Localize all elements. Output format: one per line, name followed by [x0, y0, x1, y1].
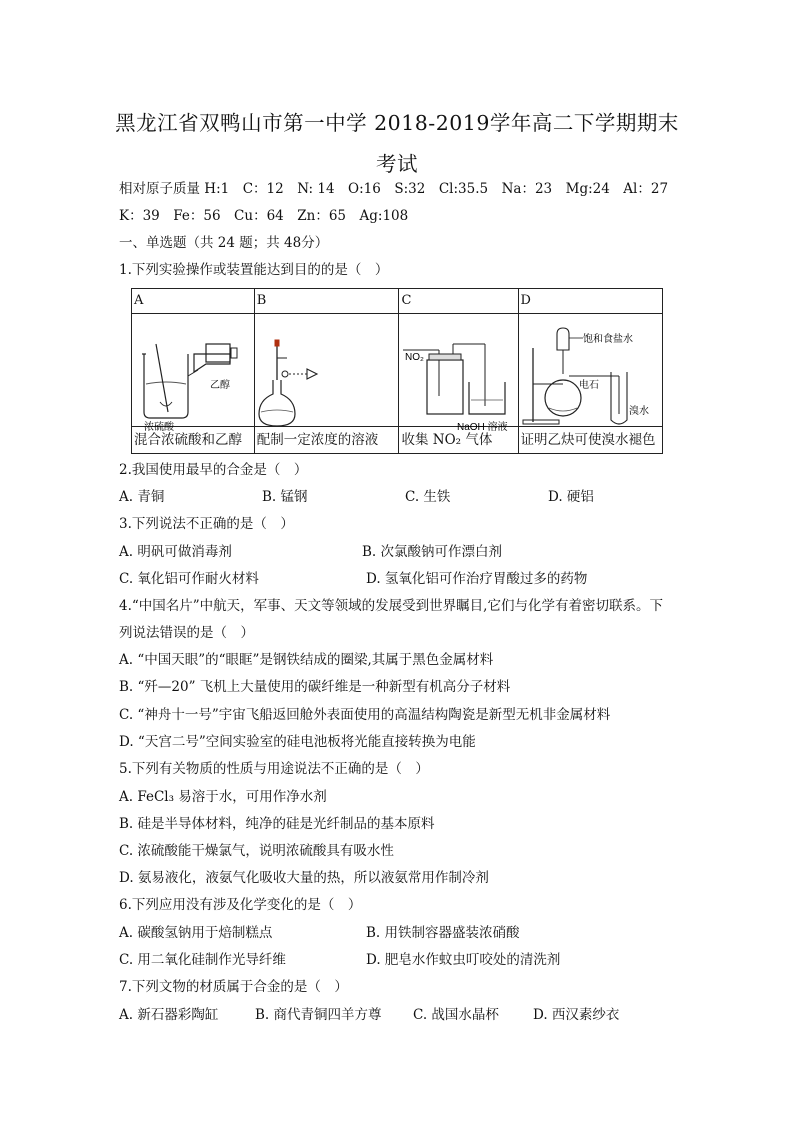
q1-header-b: B — [254, 289, 399, 314]
q1-header-c: C — [399, 289, 518, 314]
q1-header-d: D — [518, 289, 662, 314]
q4-option-a: A. “中国天眼”的“眼眶”是钢铁结成的圈梁,其属于黑色金属材料 — [119, 652, 494, 668]
beaker-pouring-figure — [132, 314, 255, 433]
q7-stem: 7.下列文物的材质属于合金的是（ ） — [119, 979, 348, 995]
q4-option-b: B. “歼—20” 飞机上大量使用的碳纤维是一种新型有机高分子材料 — [119, 679, 511, 695]
q5-option-d: D. 氨易液化，液氨气化吸收大量的热，所以液氨常用作制冷剂 — [119, 870, 489, 886]
label-bromine-water: 溴水 — [628, 406, 649, 417]
q4-option-d: D. “天宫二号”空间实验室的硅电池板将光能直接转换为电能 — [119, 734, 476, 750]
q1-apparatus-table — [131, 288, 663, 454]
q4-stem-line1: 4.“中国名片”中航天，军事、天文等领域的发展受到世界瞩目,它们与化学有着密切联系。下 — [119, 598, 663, 614]
q2-option-d: D. 硬铝 — [548, 489, 594, 505]
volumetric-flask-figure — [255, 314, 401, 426]
q1-figure-d — [518, 314, 662, 427]
q5-option-a: A. FeCl₃ 易溶于水，可用作净水剂 — [119, 789, 327, 805]
q3-stem: 3.下列说法不正确的是（ ） — [119, 516, 294, 532]
label-naoh: NaOH 溶液 — [457, 422, 509, 433]
label-carbide: 电石 — [578, 380, 599, 391]
exam-title-line2: 考试 — [376, 152, 418, 176]
q2-option-b: B. 锰钢 — [262, 489, 308, 505]
q5-option-c: C. 浓硫酸能干燥氯气，说明浓硫酸具有吸水性 — [119, 843, 394, 859]
q6-option-b: B. 用铁制容器盛装浓硝酸 — [366, 925, 520, 941]
q1-figure-c — [399, 314, 518, 433]
atomic-mass-line2: K：39 Fe：56 Cu：64 Zn：65 Ag:108 — [119, 208, 409, 224]
q5-stem: 5.下列有关物质的性质与用途说法不正确的是（ ） — [119, 761, 429, 777]
q1-stem: 1.下列实验操作或装置能达到目的的是（ ） — [119, 262, 389, 278]
q7-option-c: C. 战国水晶杯 — [413, 1007, 499, 1023]
label-brine: 饱和食盐水 — [582, 334, 633, 345]
q1-figure-a — [132, 314, 255, 433]
q7-option-a: A. 新石器彩陶缸 — [119, 1007, 219, 1023]
q1-caption-d: 证明乙炔可使溴水褪色 — [518, 427, 662, 454]
q5-option-b: B. 硅是半导体材料，纯净的硅是光纤制品的基本原料 — [119, 816, 435, 832]
q2-option-a: A. 青铜 — [119, 489, 165, 505]
q6-option-c: C. 用二氧化硅制作光导纤维 — [119, 952, 286, 968]
q6-stem: 6.下列应用没有涉及化学变化的是（ ） — [119, 897, 362, 913]
q4-stem-line2: 列说法错误的是（ ） — [119, 625, 254, 641]
q7-option-b: B. 商代青铜四羊方尊 — [255, 1007, 382, 1023]
q2-option-c: C. 生铁 — [405, 489, 451, 505]
q6-option-d: D. 肥皂水作蚊虫叮咬处的清洗剂 — [366, 952, 561, 968]
q1-caption-b: 配制一定浓度的溶液 — [254, 427, 399, 454]
label-no2: NO₂ — [405, 352, 425, 363]
gas-collection-figure — [399, 314, 520, 433]
q3-option-a: A. 明矾可做消毒剂 — [119, 544, 232, 560]
label-sulfuric-acid: 浓硫酸 — [144, 422, 174, 433]
q3-option-c: C. 氧化铝可作耐火材料 — [119, 571, 259, 587]
section-heading: 一、单选题（共 24 题；共 48分） — [119, 235, 329, 251]
q3-option-b: B. 次氯酸钠可作漂白剂 — [362, 544, 503, 560]
atomic-mass-line1: 相对原子质量 H:1 C：12 N: 14 O:16 S:32 Cl:35.5 Na：23 Mg:24 Al：27 — [119, 181, 669, 197]
q2-stem: 2.我国使用最早的合金是（ ） — [119, 462, 308, 478]
label-ethanol: 乙醇 — [210, 380, 230, 391]
q1-figure-b — [254, 314, 399, 427]
q3-option-d: D. 氢氧化铝可作治疗胃酸过多的药物 — [366, 571, 588, 587]
q1-caption-a: 混合浓硫酸和乙醇 — [132, 427, 255, 454]
q6-option-a: A. 碳酸氢钠用于焙制糕点 — [119, 925, 273, 941]
exam-title-line1: 黑龙江省双鸭山市第一中学 2018-2019学年高二下学期期末 — [115, 111, 679, 135]
q7-option-d: D. 西汉素纱衣 — [533, 1007, 620, 1023]
q4-option-c: C. “神舟十一号”宇宙飞船返回舱外表面使用的高温结构陶瓷是新型无机非金属材料 — [119, 707, 611, 723]
acetylene-generator-figure — [519, 314, 663, 426]
q1-caption-c: 收集 NO₂ 气体 — [399, 427, 518, 454]
q1-header-a: A — [132, 289, 255, 314]
